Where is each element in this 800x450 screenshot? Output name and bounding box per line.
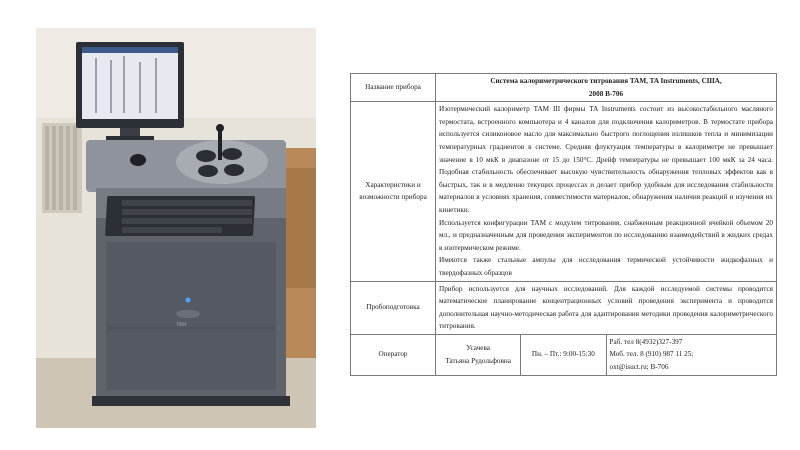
features-text [436, 102, 777, 281]
info-table [350, 73, 777, 376]
row-name [351, 74, 777, 102]
operator-hours: Пн. – Пт.: 9:00-15:30 [521, 334, 606, 375]
instrument-title [436, 74, 777, 102]
device-logo: TAM [176, 322, 187, 328]
email: oxt@isuct.ru; В-706 [609, 363, 669, 372]
row-features [351, 102, 777, 281]
row-operator [351, 334, 777, 375]
features-paragraph: Имеются также стальные ампулы для исследования термической устойчивости жидкофазных и твердофазных образцов [439, 256, 773, 277]
features-paragraph: Изотермический калориметр TAM III фирмы TA Instruments состоит из высокостабильного масляного термостата, встроенного компьютера и 4 каналов для подключения калориметров. В термостате прибора используется силиконовое масло для максимально быстрого поглощения излишков тепла и минимизации температурных градиентов в системе. Средняя флуктуация температуры в калориметре не превышает значение в 10 мкК в диапазоне от 15 до 150°С. Дрейф температуры не превышает 100 мкК за 24 часа. Подобная стабильность обеспечивает высокую чувствительность обнаружения тепловых эффектов как в быстрых, так и в медленно текущих процессах и делает прибор удобным для исследования стабильности материалов в условиях хранения, совместимости материалов, обнаружения наличия реакций и изучения их кинетики. [439, 105, 773, 214]
radiator [42, 123, 82, 213]
title-line-1: Система калориметрического титрования TAM, TA Instruments, США, [490, 77, 722, 85]
monitor [76, 42, 184, 141]
operator-given-names: Татьяна Рудольфовна [445, 356, 511, 365]
operator-name [436, 334, 521, 375]
operator-surname: Усачева [466, 344, 490, 353]
phone-mobile: Моб. тел. 8 (910) 987 11 25; [609, 350, 694, 359]
operator-contacts [606, 334, 777, 375]
row-prep [351, 281, 777, 334]
row-label: Характеристики и возможности прибора [351, 102, 436, 281]
features-paragraph: Используется конфигурации TAM с модулем титрования, снабженным реакционной ячейкой объемом 20 мл., и предназначенным для проведения экспериментов по исследованию взаимодействий в жидких средах в изотермическом режиме. [439, 218, 773, 252]
prep-text: Прибор используется для научных исследований. Для каждой исследуемой системы проводится математическое планирование концентрационных условий проведения эксперимента и проводится дополнительная научно-методическая работа для адаптирования методики проведения калориметрического титрования. [436, 281, 777, 334]
row-label: Оператор [351, 334, 436, 375]
row-label: Название прибора [351, 74, 436, 102]
phone-work: Раб. тел 8(4932)327-397 [609, 337, 683, 346]
title-line-2: 2008 В-706 [588, 89, 624, 98]
row-label: Пробоподготовка [351, 281, 436, 334]
calorimeter-body [86, 124, 290, 406]
instrument-photo [36, 28, 316, 428]
